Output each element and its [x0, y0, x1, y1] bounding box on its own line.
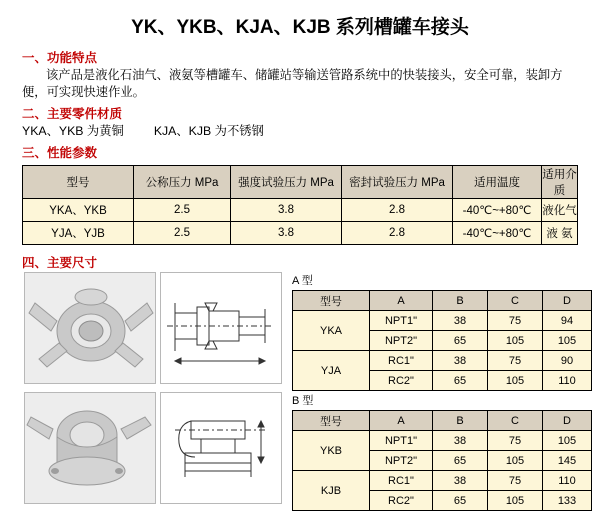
coupling-drawing-b	[160, 392, 282, 504]
coupling-photo-a-graphic	[25, 273, 155, 383]
dim-a-r3-c1: 65	[433, 371, 488, 391]
dim-b-model-1: KJB	[293, 471, 370, 511]
spec-r1-c5: 液 氨	[542, 222, 578, 245]
dim-a-header-1: A	[370, 291, 433, 311]
spec-r0-c2: 3.8	[231, 199, 342, 222]
dim-a-label: A 型	[292, 275, 313, 287]
dim-a-r2-c2: 75	[488, 351, 543, 371]
spec-r0-c1: 2.5	[134, 199, 231, 222]
dim-b-r2-c1: 38	[433, 471, 488, 491]
dim-b-model-0: YKB	[293, 431, 370, 471]
spec-r1-c1: 2.5	[134, 222, 231, 245]
coupling-drawing-a-graphic	[161, 273, 281, 383]
material-left: YKA、YKB 为黄铜	[22, 124, 124, 138]
page-title: YK、YKB、KJA、KJB 系列槽罐车接头	[131, 17, 469, 38]
dim-a-r0-c1: 38	[433, 311, 488, 331]
dim-b-label: B 型	[292, 395, 314, 407]
dim-a-header-4: D	[543, 291, 592, 311]
table-row	[293, 351, 592, 371]
dim-a-r1-c3: 105	[543, 331, 592, 351]
table-row	[293, 431, 592, 451]
spec-r0-c5: 液化气	[542, 199, 578, 222]
dim-a-r3-c2: 105	[488, 371, 543, 391]
dim-b-r3-c1: 65	[433, 491, 488, 511]
dim-a-r2-c3: 90	[543, 351, 592, 371]
dim-a-model-1: YJA	[293, 351, 370, 391]
dim-a-header-3: C	[488, 291, 543, 311]
dim-b-r0-c0: NPT1"	[370, 431, 433, 451]
performance-table	[22, 165, 578, 245]
dim-b-header-0: 型号	[293, 411, 370, 431]
dim-b-header-4: D	[543, 411, 592, 431]
coupling-drawing-a	[160, 272, 282, 384]
features-paragraph: 该产品是液化石油气、液氨等槽罐车、储罐站等输送管路系统中的快装接头，安全可靠，装卸方便，可实现快速作业。	[22, 68, 563, 99]
dim-b-r1-c2: 105	[488, 451, 543, 471]
dim-a-r0-c2: 75	[488, 311, 543, 331]
coupling-photo-b	[24, 392, 156, 504]
dim-b-header-2: B	[433, 411, 488, 431]
spec-r1-c4: -40℃~+80℃	[453, 222, 542, 245]
dim-b-r1-c1: 65	[433, 451, 488, 471]
table-row	[293, 311, 592, 331]
dim-a-r2-c1: 38	[433, 351, 488, 371]
dim-b-r3-c0: RC2"	[370, 491, 433, 511]
section-heading-performance: 三、性能参数	[22, 146, 98, 160]
section-heading-features: 一、功能特点	[22, 51, 98, 65]
dim-b-r1-c0: NPT2"	[370, 451, 433, 471]
section-heading-dimensions: 四、主要尺寸	[22, 256, 98, 270]
dim-a-r1-c2: 105	[488, 331, 543, 351]
dim-b-r2-c0: RC1"	[370, 471, 433, 491]
coupling-drawing-b-graphic	[161, 393, 281, 503]
spec-r0-c0: YKA、YKB	[23, 199, 134, 222]
dim-b-r3-c3: 133	[543, 491, 592, 511]
table-row	[23, 222, 578, 245]
dim-b-r3-c2: 105	[488, 491, 543, 511]
dim-b-table	[292, 410, 592, 511]
dim-b-r2-c2: 75	[488, 471, 543, 491]
dim-a-header-0: 型号	[293, 291, 370, 311]
coupling-photo-b-graphic	[25, 393, 155, 503]
dim-a-block	[292, 272, 592, 391]
table-header-row	[293, 411, 592, 431]
spec-header-3: 密封试验压力 MPa	[342, 166, 453, 199]
dim-b-header-3: C	[488, 411, 543, 431]
dim-a-model-0: YKA	[293, 311, 370, 351]
dim-a-header-2: B	[433, 291, 488, 311]
dim-a-r1-c1: 65	[433, 331, 488, 351]
dim-a-r1-c0: NPT2"	[370, 331, 433, 351]
dim-b-block	[292, 392, 592, 511]
spec-r1-c0: YJA、YJB	[23, 222, 134, 245]
dim-b-r0-c3: 105	[543, 431, 592, 451]
material-line	[22, 123, 586, 140]
table-row	[23, 199, 578, 222]
dim-a-r2-c0: RC1"	[370, 351, 433, 371]
dim-b-r1-c3: 145	[543, 451, 592, 471]
dim-a-r0-c0: NPT1"	[370, 311, 433, 331]
table-header-row	[23, 166, 578, 199]
dim-a-r3-c3: 110	[543, 371, 592, 391]
dim-a-r0-c3: 94	[543, 311, 592, 331]
dim-b-r2-c3: 110	[543, 471, 592, 491]
spec-r1-c3: 2.8	[342, 222, 453, 245]
dim-b-r0-c1: 38	[433, 431, 488, 451]
dim-b-header-1: A	[370, 411, 433, 431]
material-right: KJA、KJB 为不锈钢	[153, 124, 264, 138]
dim-a-table	[292, 290, 592, 391]
dim-b-r0-c2: 75	[488, 431, 543, 451]
spec-header-4: 适用温度	[453, 166, 542, 199]
spec-header-5: 适用介质	[542, 166, 578, 199]
spec-header-2: 强度试验压力 MPa	[231, 166, 342, 199]
dim-a-r3-c0: RC2"	[370, 371, 433, 391]
spec-r0-c3: 2.8	[342, 199, 453, 222]
spec-header-1: 公称压力 MPa	[134, 166, 231, 199]
table-row	[293, 471, 592, 491]
section-heading-material: 二、主要零件材质	[22, 107, 123, 121]
table-header-row	[293, 291, 592, 311]
spec-r0-c4: -40℃~+80℃	[453, 199, 542, 222]
spec-header-0: 型号	[23, 166, 134, 199]
coupling-photo-a	[24, 272, 156, 384]
spec-r1-c2: 3.8	[231, 222, 342, 245]
